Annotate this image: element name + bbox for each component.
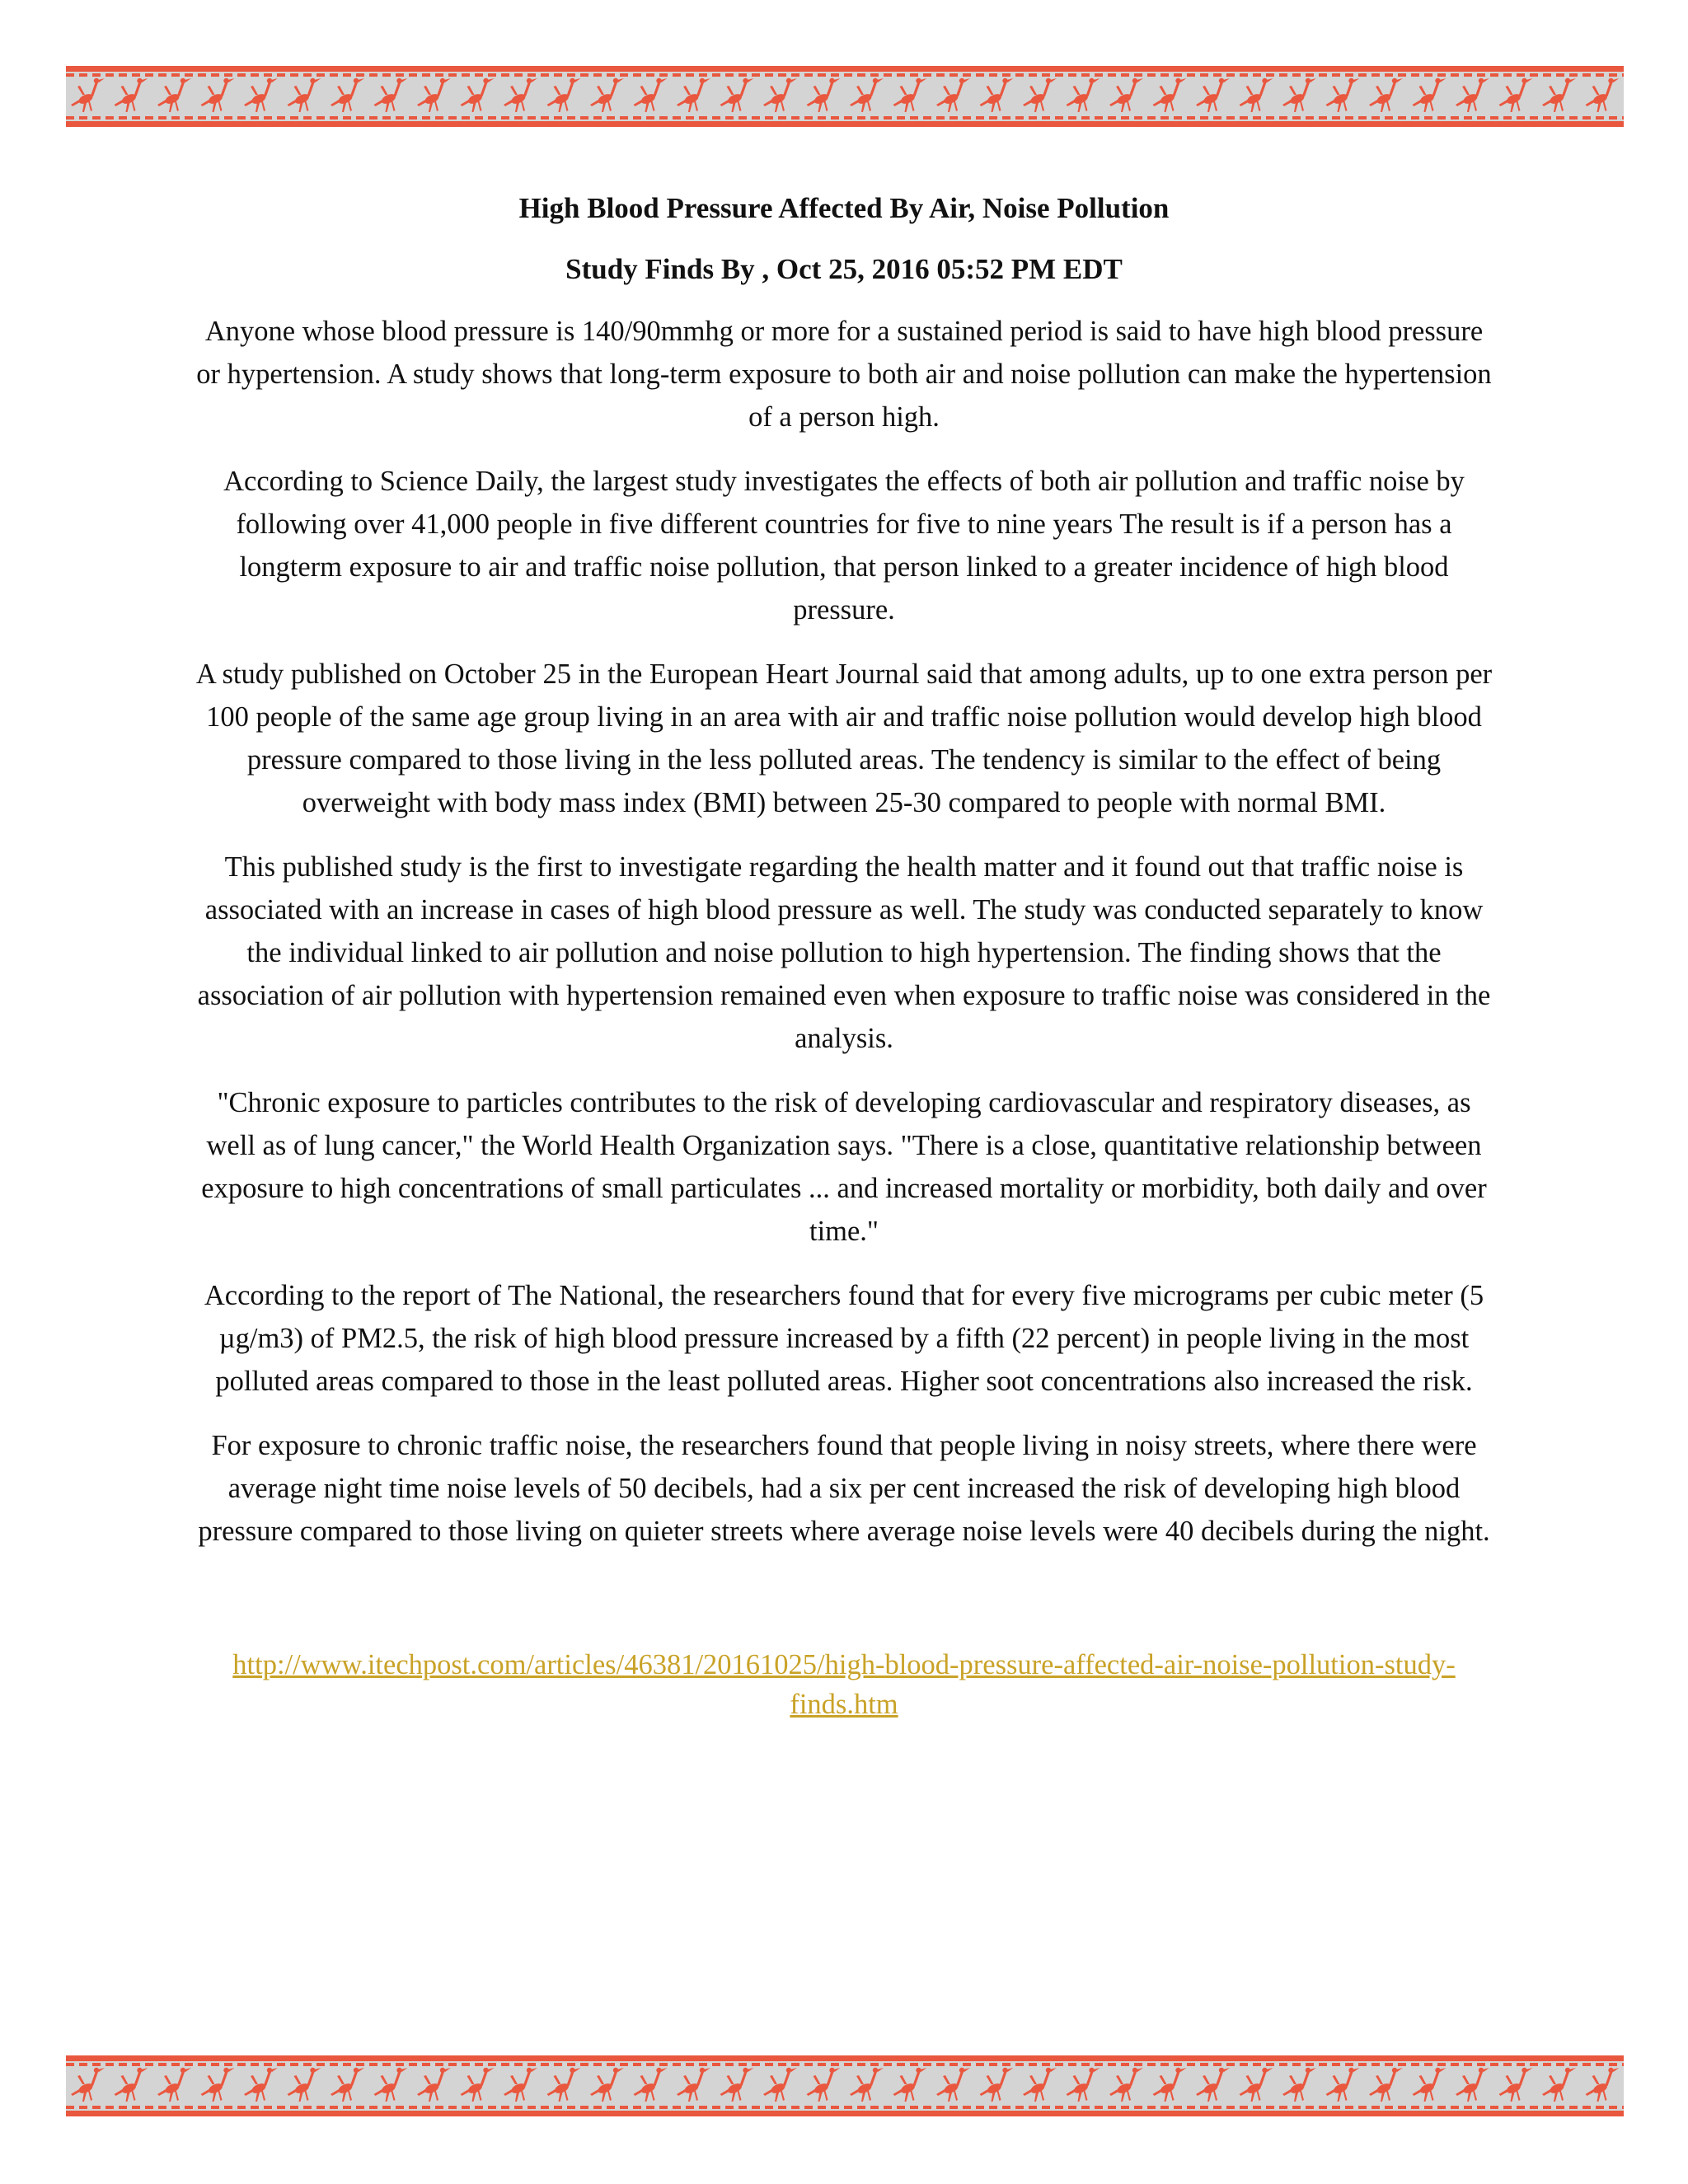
bottom-decorative-border: [66, 2055, 1624, 2116]
paragraph-3: A study published on October 25 in the European Heart Journal said that among adults, up to one extra person per 100 people of the same age group living in an area with air and traffic noise pollution would develop high blood pressure compared to those living in the less polluted areas. The tendency is similar to the effect of being overweight with body mass index (BMI) between 25-30 compared to people with normal BMI.: [195, 658, 1493, 818]
article-byline: Study Finds By , Oct 25, 2016 05:52 PM EDT: [565, 253, 1123, 285]
paragraph-7: For exposure to chronic traffic noise, the researchers found that people living in noisy streets, where there were average night time noise levels of 50 decibels, had a six per cent increased the risk of developing high blood pressure compared to those living on quieter streets where average noise levels were 40 decibels during the night.: [198, 1430, 1490, 1547]
top-decorative-border: [66, 66, 1624, 127]
bird-pattern-icon: [66, 2061, 1624, 2111]
bird-pattern-icon: [66, 72, 1624, 121]
paragraph-6: According to the report of The National, the researchers found that for every five micrograms per cubic meter (5 µg/m3) of PM2.5, the risk of high blood pressure increased by a fifth (22 percent) in people living in the most polluted areas compared to those in the least polluted areas. Higher soot concentrations also increased the risk.: [204, 1280, 1484, 1397]
paragraph-1: Anyone whose blood pressure is 140/90mmhg or more for a sustained period is said to have high blood pressure or hypertension. A study shows that long-term exposure to both air and noise pollution can make the hypertension of a person high.: [196, 316, 1492, 433]
paragraph-5: "Chronic exposure to particles contributes to the risk of developing cardiovascular and respiratory diseases, as well as of lung cancer," the World Health Organization says. "There is a close, quantitative relationship between exposure to high concentrations of small particulates ... and increased mortality or morbidity, both daily and over time.": [201, 1087, 1487, 1247]
article-title: High Blood Pressure Affected By Air, Noise Pollution: [518, 192, 1170, 224]
article-body: [195, 190, 1493, 1724]
paragraph-2: According to Science Daily, the largest study investigates the effects of both air pollution and traffic noise by following over 41,000 people in five different countries for five to nine years The result is if a person has a longterm exposure to air and traffic noise pollution, that person linked to a greater incidence of high blood pressure.: [223, 466, 1465, 626]
source-link[interactable]: http://www.itechpost.com/articles/46381/20161025/high-blood-pressure-affected-air-noise-pollution-study-finds.htm: [232, 1649, 1456, 1720]
paragraph-4: This published study is the first to investigate regarding the health matter and it found out that traffic noise is associated with an increase in cases of high blood pressure as well. The study was conducted separately to know the individual linked to air pollution and noise pollution to high hypertension. The finding shows that the association of air pollution with hypertension remained even when exposure to traffic noise was considered in the analysis.: [197, 851, 1491, 1054]
